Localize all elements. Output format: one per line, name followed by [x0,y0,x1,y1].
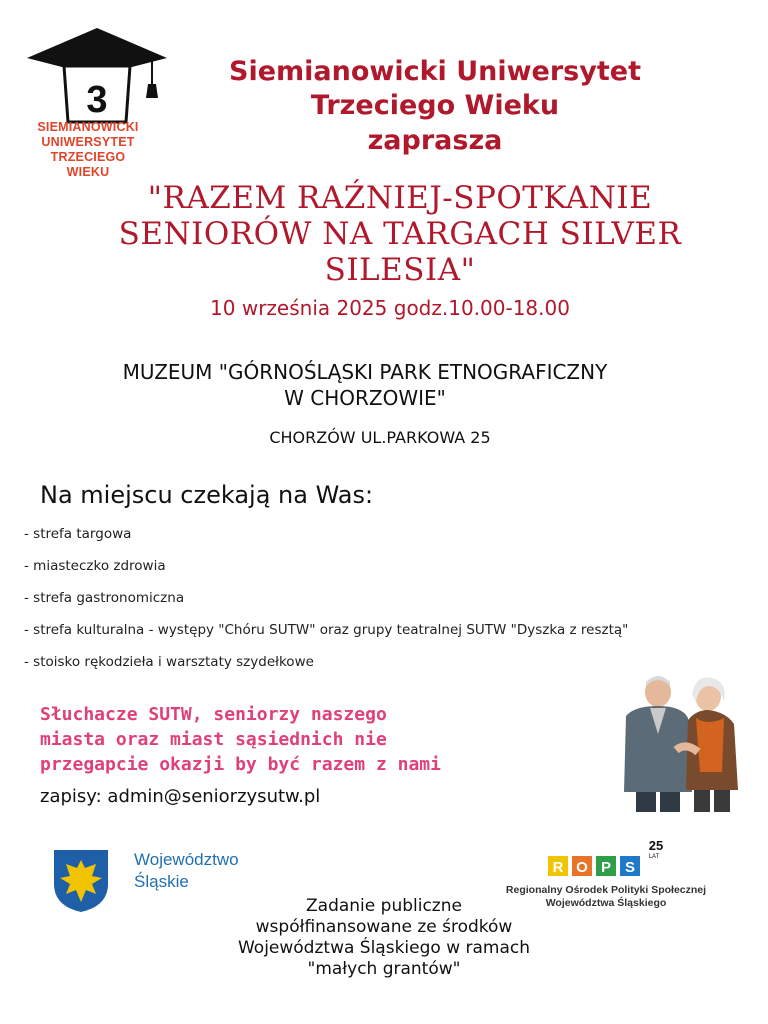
event-title-line: SENIORÓW NA TARGACH SILVER [118,216,682,252]
event-title-line: SILESIA" [324,252,476,288]
message-line: miasta oraz miast sąsiednich nie [40,729,387,750]
message-line: Słuchacze SUTW, seniorzy naszego [40,704,387,725]
seniors-photo [616,672,748,812]
rops-letter: R [552,859,564,876]
rops-logo [546,836,706,884]
funding-line: Zadanie publiczne [306,896,462,916]
funding-line: Województwa Śląskiego w ramach [237,938,531,958]
org-name-line1: Siemianowicki Uniwersytet [229,56,641,87]
venue-line: W CHORZOWIE" [284,386,446,410]
attractions-list [24,524,628,684]
logo-caption [18,120,158,180]
list-item: - strefa gastronomiczna [24,590,185,606]
invite-word: zaprasza [367,125,503,156]
attractions-heading: Na miejscu czekają na Was: [40,481,374,509]
invitation-message [40,702,620,777]
list-item: - strefa targowa [24,526,132,542]
rops-line: Regionalny Ośrodek Polityki Społecznej [505,884,707,896]
venue-line: MUZEUM "GÓRNOŚLĄSKI PARK ETNOGRAFICZNY [122,360,608,384]
rops-badge-sub: LAT [648,854,660,860]
event-title-line: "RAZEM RAŹNIEJ-SPOTKANIE [147,180,653,216]
logo-line: TRZECIEGO [50,150,126,164]
funding-note [184,896,584,980]
list-item: - stoisko rękodzieła i warsztaty szydełkowe [24,654,314,670]
funding-line: "małych grantów" [307,959,461,979]
logo-line: SIEMIANOWICKI [37,120,139,134]
rops-badge: 25 [648,838,664,853]
event-title [80,180,720,288]
funding-line: współfinansowane ze środków [255,917,513,937]
signup-email[interactable]: zapisy: admin@seniorzysutw.pl [40,786,321,807]
event-date: 10 września 2025 godz.10.00-18.00 [210,296,570,320]
woj-slaskie-name [134,849,284,893]
org-name-line2: Trzeciego Wieku [310,90,560,121]
logo-number: 3 [86,79,108,121]
woj-line: Województwo [134,850,239,869]
rops-letter: O [576,859,588,876]
eagle-crest-icon [52,848,110,914]
rops-letter: S [624,859,636,876]
rops-letter: P [600,859,612,876]
woj-line: Śląskie [134,872,189,891]
venue-name [50,359,680,411]
rops-line: Województwa Śląskiego [545,897,667,909]
venue-address: CHORZÓW UL.PARKOWA 25 [269,428,491,447]
list-item: - miasteczko zdrowia [24,558,166,574]
logo-line: WIEKU [66,165,110,179]
message-line: przegapcie okazji by być razem z nami [40,754,441,775]
list-item: - strefa kulturalna - występy "Chóru SUTW" oraz grupy teatralnej SUTW "Dyszka z resztą" [24,622,629,638]
logo-line: UNIWERSYTET [41,135,135,149]
